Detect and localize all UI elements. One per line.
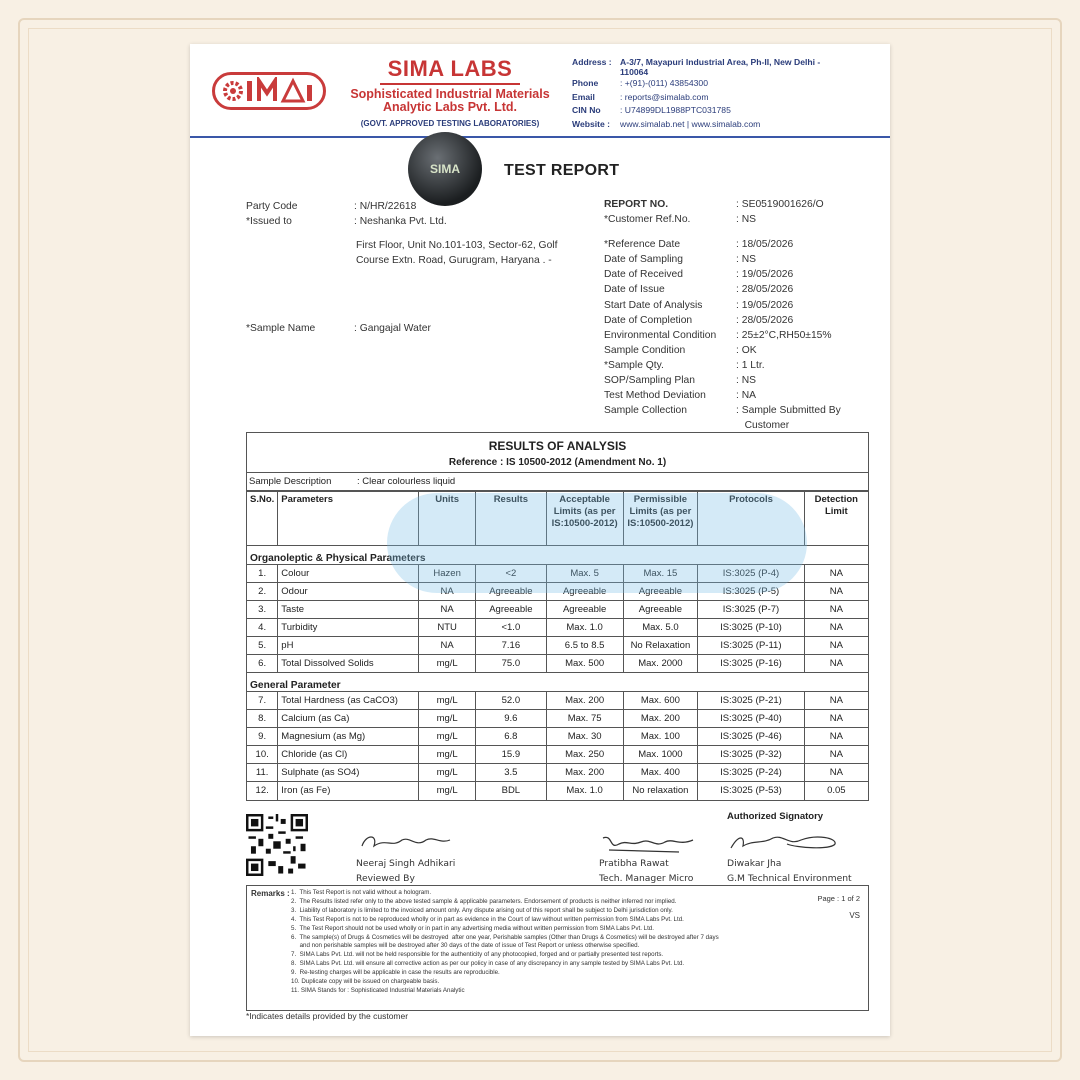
- remark-item: 2. The Results listed refer only to the above tested sample & applicable parameters. Endorsement of products is neither inferred nor implied.: [291, 897, 677, 905]
- initials: VS: [849, 911, 860, 920]
- tech-manager-name: Pratibha Rawat: [599, 858, 669, 869]
- section-title: Organoleptic & Physical Parameters: [247, 546, 868, 565]
- cell-detection: NA: [804, 637, 868, 655]
- handwritten-signature-2: [599, 830, 699, 854]
- customer-ref-label: *Customer Ref.No.: [604, 214, 691, 226]
- cell-result: <1.0: [475, 619, 546, 637]
- cell-detection: NA: [804, 692, 868, 710]
- handwritten-signature-1: [356, 830, 456, 854]
- cell-sno: 4.: [247, 619, 278, 637]
- signature-tech-manager: [599, 830, 699, 886]
- cell-result: 7.16: [475, 637, 546, 655]
- test-report-document: [190, 44, 890, 1036]
- cell-parameter: Total Dissolved Solids: [278, 655, 419, 673]
- sample-description: [247, 473, 868, 491]
- remark-item: 9. Re-testing charges will be applicable in case the results are reproducible.: [291, 969, 500, 977]
- cell-permissible: Max. 1000: [623, 746, 698, 764]
- table-row: [247, 619, 868, 637]
- cell-detection: NA: [804, 764, 868, 782]
- cell-sno: 12.: [247, 782, 278, 800]
- cell-acceptable: Agreeable: [546, 583, 623, 601]
- cell-protocol: IS:3025 (P-32): [698, 746, 804, 764]
- cell-acceptable: Max. 200: [546, 764, 623, 782]
- cell-protocol: IS:3025 (P-11): [698, 637, 804, 655]
- cell-protocol: IS:3025 (P-16): [698, 655, 804, 673]
- table-row: [247, 710, 868, 728]
- website-value: www.simalab.net | www.simalab.com: [620, 118, 761, 129]
- lab-subtitle-2: Analytic Labs Pvt. Ltd.: [382, 100, 518, 114]
- cell-detection: NA: [804, 583, 868, 601]
- cell-unit: mg/L: [419, 655, 476, 673]
- customer-ref-value: : NS: [736, 214, 757, 226]
- section-title: General Parameter: [247, 673, 868, 692]
- table-section-header: [247, 546, 868, 565]
- remarks-list: [291, 889, 791, 996]
- cell-parameter: Chloride (as Cl): [278, 746, 419, 764]
- remarks-label: Remarks :: [251, 889, 290, 898]
- cell-result: Agreeable: [475, 583, 546, 601]
- cell-protocol: IS:3025 (P-21): [698, 692, 804, 710]
- col-detection: Detection Limit: [804, 492, 868, 546]
- party-code-label: Party Code: [246, 201, 298, 212]
- cell-unit: NA: [419, 601, 476, 619]
- cell-sno: 3.: [247, 601, 278, 619]
- sample-collection-value: : Sample Submitted By: [736, 405, 841, 417]
- cell-acceptable: Max. 30: [546, 728, 623, 746]
- col-acceptable: Acceptable Limits (as per IS:10500-2012): [546, 492, 623, 546]
- cell-permissible: Max. 2000: [623, 655, 698, 673]
- cell-sno: 1.: [247, 565, 278, 583]
- cell-permissible: Agreeable: [623, 583, 698, 601]
- cell-protocol: IS:3025 (P-53): [698, 782, 804, 800]
- cell-sno: 9.: [247, 728, 278, 746]
- sample-description-value: : Clear colourless liquid: [357, 476, 456, 487]
- cell-unit: NA: [419, 583, 476, 601]
- address-label: Address :: [572, 57, 612, 67]
- reference-date-value: : 18/05/2026: [736, 239, 794, 251]
- cell-protocol: IS:3025 (P-5): [698, 583, 804, 601]
- hologram-seal: [408, 132, 482, 206]
- cell-result: <2: [475, 565, 546, 583]
- cell-result: 75.0: [475, 655, 546, 673]
- cell-parameter: Magnesium (as Mg): [278, 728, 419, 746]
- report-title: TEST REPORT: [504, 162, 620, 179]
- cell-detection: NA: [804, 728, 868, 746]
- reviewer-name: Neeraj Singh Adhikari: [356, 858, 456, 869]
- table-header-row: [247, 492, 868, 546]
- email-value: : reports@simalab.com: [620, 91, 709, 102]
- remark-item: 3. Liability of laboratory is limited to the invoiced amount only. Any dispute arising out of this report shall be subject to Delhi jurisdiction only.: [291, 906, 673, 914]
- sampling-plan-value: : NS: [736, 375, 757, 387]
- remark-item: 8. SIMA Labs Pvt. Ltd. will ensure all corrective action as per our policy in case of any discrepancy in any sample tested by SIMA Labs Pvt. Ltd.: [291, 960, 685, 968]
- results-title: RESULTS OF ANALYSIS: [488, 439, 627, 453]
- lab-name-underline: [380, 83, 520, 85]
- environment-value: : 25±2°C,RH50±15%: [736, 329, 832, 341]
- contact-block: [572, 56, 845, 131]
- remark-item: 7. SIMA Labs Pvt. Ltd. will not be held responsible for the authenticity of any photocopied, forged and or partially presented test reports.: [291, 951, 664, 959]
- method-deviation-value: : NA: [736, 390, 757, 402]
- cell-acceptable: Max. 75: [546, 710, 623, 728]
- cell-acceptable: Max. 500: [546, 655, 623, 673]
- table-row: [247, 764, 868, 782]
- cell-parameter: Taste: [278, 601, 419, 619]
- qr-code: [246, 814, 308, 876]
- cell-acceptable: Max. 1.0: [546, 619, 623, 637]
- cell-detection: NA: [804, 710, 868, 728]
- table-row: [247, 746, 868, 764]
- table-row: [247, 782, 868, 800]
- cell-acceptable: Agreeable: [546, 601, 623, 619]
- remark-item: 6. The sample(s) of Drugs & Cosmetics will be destroyed after one year, Perishable samples (Other than Drugs & Cosmetics) will be destroyed after 7 days: [291, 933, 719, 941]
- table-row: [247, 637, 868, 655]
- table-section-header: [247, 673, 868, 692]
- cell-unit: mg/L: [419, 782, 476, 800]
- cell-parameter: Calcium (as Ca): [278, 710, 419, 728]
- lab-name-block: [340, 56, 560, 128]
- sample-collection-value-cont: Customer: [736, 420, 790, 432]
- cell-result: 9.6: [475, 710, 546, 728]
- table-row: [247, 565, 868, 583]
- cell-permissible: Max. 400: [623, 764, 698, 782]
- cell-detection: 0.05: [804, 782, 868, 800]
- cell-result: 52.0: [475, 692, 546, 710]
- cell-protocol: IS:3025 (P-24): [698, 764, 804, 782]
- cell-sno: 8.: [247, 710, 278, 728]
- cell-protocol: IS:3025 (P-10): [698, 619, 804, 637]
- sample-description-label: Sample Description: [249, 476, 332, 487]
- cell-parameter: pH: [278, 637, 419, 655]
- sample-condition-label: Sample Condition: [604, 344, 686, 356]
- reference-date-label: *Reference Date: [604, 239, 681, 251]
- cell-permissible: Max. 600: [623, 692, 698, 710]
- issue-date-value: : 28/05/2026: [736, 284, 794, 296]
- cell-parameter: Odour: [278, 583, 419, 601]
- cell-parameter: Sulphate (as SO4): [278, 764, 419, 782]
- phone-label: Phone: [572, 78, 599, 88]
- cell-protocol: IS:3025 (P-7): [698, 601, 804, 619]
- table-row: [247, 728, 868, 746]
- cell-result: Agreeable: [475, 601, 546, 619]
- sima-logo: [212, 72, 326, 110]
- cin-value: : U74899DL1988PTC031785: [620, 105, 731, 115]
- cell-result: BDL: [475, 782, 546, 800]
- analysis-start-label: Start Date of Analysis: [604, 299, 703, 311]
- completion-date-value: : 28/05/2026: [736, 314, 794, 326]
- analysis-start-value: : 19/05/2026: [736, 299, 794, 311]
- issued-to-address: First Floor, Unit No.101-103, Sector-62, Golf Course Extn. Road, Gurugram, Haryana . -: [356, 240, 558, 267]
- cell-protocol: IS:3025 (P-46): [698, 728, 804, 746]
- signature-reviewer: [356, 830, 456, 886]
- cell-result: 3.5: [475, 764, 546, 782]
- received-date-label: Date of Received: [604, 269, 683, 281]
- cell-sno: 6.: [247, 655, 278, 673]
- party-info: [246, 199, 582, 336]
- website-label: Website :: [572, 118, 611, 129]
- table-row: [247, 583, 868, 601]
- report-details: [604, 197, 864, 433]
- party-code-value: : N/HR/22618: [354, 201, 417, 212]
- cell-unit: mg/L: [419, 710, 476, 728]
- remark-item: 1. This Test Report is not valid without a hologram.: [291, 889, 432, 896]
- col-permissible: Permissible Limits (as per IS:10500-2012): [623, 492, 698, 546]
- cell-detection: NA: [804, 655, 868, 673]
- sample-name-value: : Gangajal Water: [354, 323, 431, 335]
- cell-unit: mg/L: [419, 692, 476, 710]
- table-row: [247, 692, 868, 710]
- col-parameters: Parameters: [278, 492, 419, 546]
- cell-sno: 11.: [247, 764, 278, 782]
- cell-parameter: Colour: [278, 565, 419, 583]
- table-row: [247, 601, 868, 619]
- sampling-date-value: : NS: [736, 254, 757, 266]
- cell-sno: 10.: [247, 746, 278, 764]
- cell-parameter: Total Hardness (as CaCO3): [278, 692, 419, 710]
- cell-permissible: Agreeable: [623, 601, 698, 619]
- cell-detection: NA: [804, 565, 868, 583]
- tech-manager-role: Tech. Manager Micro: [599, 873, 694, 884]
- cell-result: 6.8: [475, 728, 546, 746]
- cell-sno: 7.: [247, 692, 278, 710]
- sample-name-label: *Sample Name: [246, 323, 316, 335]
- cell-permissible: No Relaxation: [623, 637, 698, 655]
- email-label: Email: [572, 91, 595, 102]
- cell-unit: NA: [419, 637, 476, 655]
- lab-subtitle-1: Sophisticated Industrial Materials: [350, 87, 550, 101]
- cell-sno: 5.: [247, 637, 278, 655]
- handwritten-signature-3: [727, 830, 847, 854]
- issue-date-label: Date of Issue: [604, 284, 665, 296]
- cell-detection: NA: [804, 619, 868, 637]
- cell-unit: NTU: [419, 619, 476, 637]
- customer-details-footnote: *Indicates details provided by the customer: [246, 1011, 409, 1021]
- cell-permissible: Max. 200: [623, 710, 698, 728]
- col-protocols: Protocols: [698, 492, 804, 546]
- col-results: Results: [475, 492, 546, 546]
- cell-unit: mg/L: [419, 728, 476, 746]
- signature-gm: [727, 830, 852, 886]
- results-table-block: [246, 432, 869, 801]
- col-units: Units: [419, 492, 476, 546]
- results-table: [247, 491, 868, 800]
- completion-date-label: Date of Completion: [604, 314, 693, 326]
- cell-acceptable: Max. 5: [546, 565, 623, 583]
- cell-acceptable: Max. 200: [546, 692, 623, 710]
- method-deviation-label: Test Method Deviation: [604, 390, 706, 402]
- report-no-label: REPORT NO.: [604, 199, 669, 210]
- cell-permissible: Max. 15: [623, 565, 698, 583]
- cin-label: CIN No: [572, 105, 601, 115]
- hologram-text: SIMA: [430, 162, 460, 176]
- issued-to-value: : Neshanka Pvt. Ltd.: [354, 216, 447, 228]
- cell-protocol: IS:3025 (P-4): [698, 565, 804, 583]
- phone-value: : +(91)-(011) 43854300: [620, 78, 708, 88]
- cell-unit: Hazen: [419, 565, 476, 583]
- cell-acceptable: Max. 1.0: [546, 782, 623, 800]
- header-divider: [190, 136, 890, 138]
- sampling-date-label: Date of Sampling: [604, 254, 683, 266]
- cell-permissible: Max. 5.0: [623, 619, 698, 637]
- reviewer-role: Reviewed By: [356, 873, 415, 884]
- page-number: Page : 1 of 2: [817, 894, 860, 903]
- cell-parameter: Iron (as Fe): [278, 782, 419, 800]
- remark-item: 10. Duplicate copy will be issued on chargeable basis.: [291, 978, 440, 986]
- col-sno: S.No.: [247, 492, 278, 546]
- cell-protocol: IS:3025 (P-40): [698, 710, 804, 728]
- cell-unit: mg/L: [419, 764, 476, 782]
- sample-condition-value: : OK: [736, 344, 757, 356]
- cell-parameter: Turbidity: [278, 619, 419, 637]
- cell-permissible: No relaxation: [623, 782, 698, 800]
- remark-item: 11. SIMA Stands for : Sophisticated Industrial Materials Analytic: [291, 986, 465, 994]
- cell-permissible: Max. 100: [623, 728, 698, 746]
- sample-qty-value: : 1 Ltr.: [736, 359, 765, 371]
- environment-label: Environmental Condition: [604, 329, 717, 341]
- lab-name: SIMA LABS: [387, 56, 513, 81]
- remark-item: 4. This Test Report is not to be reproduced wholly or in part as evidence in the Court of law without written permission from SIMA Labs Pvt. Ltd.: [291, 915, 684, 923]
- cell-acceptable: 6.5 to 8.5: [546, 637, 623, 655]
- sample-collection-label: Sample Collection: [604, 405, 687, 417]
- results-reference: Reference : IS 10500-2012 (Amendment No. 1): [247, 453, 868, 473]
- gm-name: Diwakar Jha: [727, 858, 782, 869]
- address-value: A-3/7, Mayapuri Industrial Area, Ph-II, New Delhi - 110064: [620, 57, 821, 77]
- cell-detection: NA: [804, 601, 868, 619]
- sample-qty-label: *Sample Qty.: [604, 359, 664, 371]
- authorized-signatory-label: Authorized Signatory: [727, 811, 824, 822]
- remark-item: 5. The Test Report should not be used wholly or in part in any advertising media without written permission from SIMA Labs Pvt. Ltd.: [291, 924, 654, 932]
- sampling-plan-label: SOP/Sampling Plan: [604, 375, 696, 387]
- table-row: [247, 655, 868, 673]
- gm-role: G.M Technical Environment: [727, 873, 852, 884]
- cell-sno: 2.: [247, 583, 278, 601]
- cell-detection: NA: [804, 746, 868, 764]
- issued-to-label: *Issued to: [246, 216, 292, 228]
- cell-result: 15.9: [475, 746, 546, 764]
- remark-item: and non perishable samples will be destroyed after 30 days of the date of issue of Test Report or unless otherwise specified.: [291, 942, 640, 950]
- report-no-value: : SE0519001626/O: [736, 199, 824, 210]
- cell-unit: mg/L: [419, 746, 476, 764]
- remarks-block: [246, 885, 869, 1011]
- received-date-value: : 19/05/2026: [736, 269, 794, 281]
- cell-acceptable: Max. 250: [546, 746, 623, 764]
- govt-approved-label: (GOVT. APPROVED TESTING LABORATORIES): [360, 119, 540, 128]
